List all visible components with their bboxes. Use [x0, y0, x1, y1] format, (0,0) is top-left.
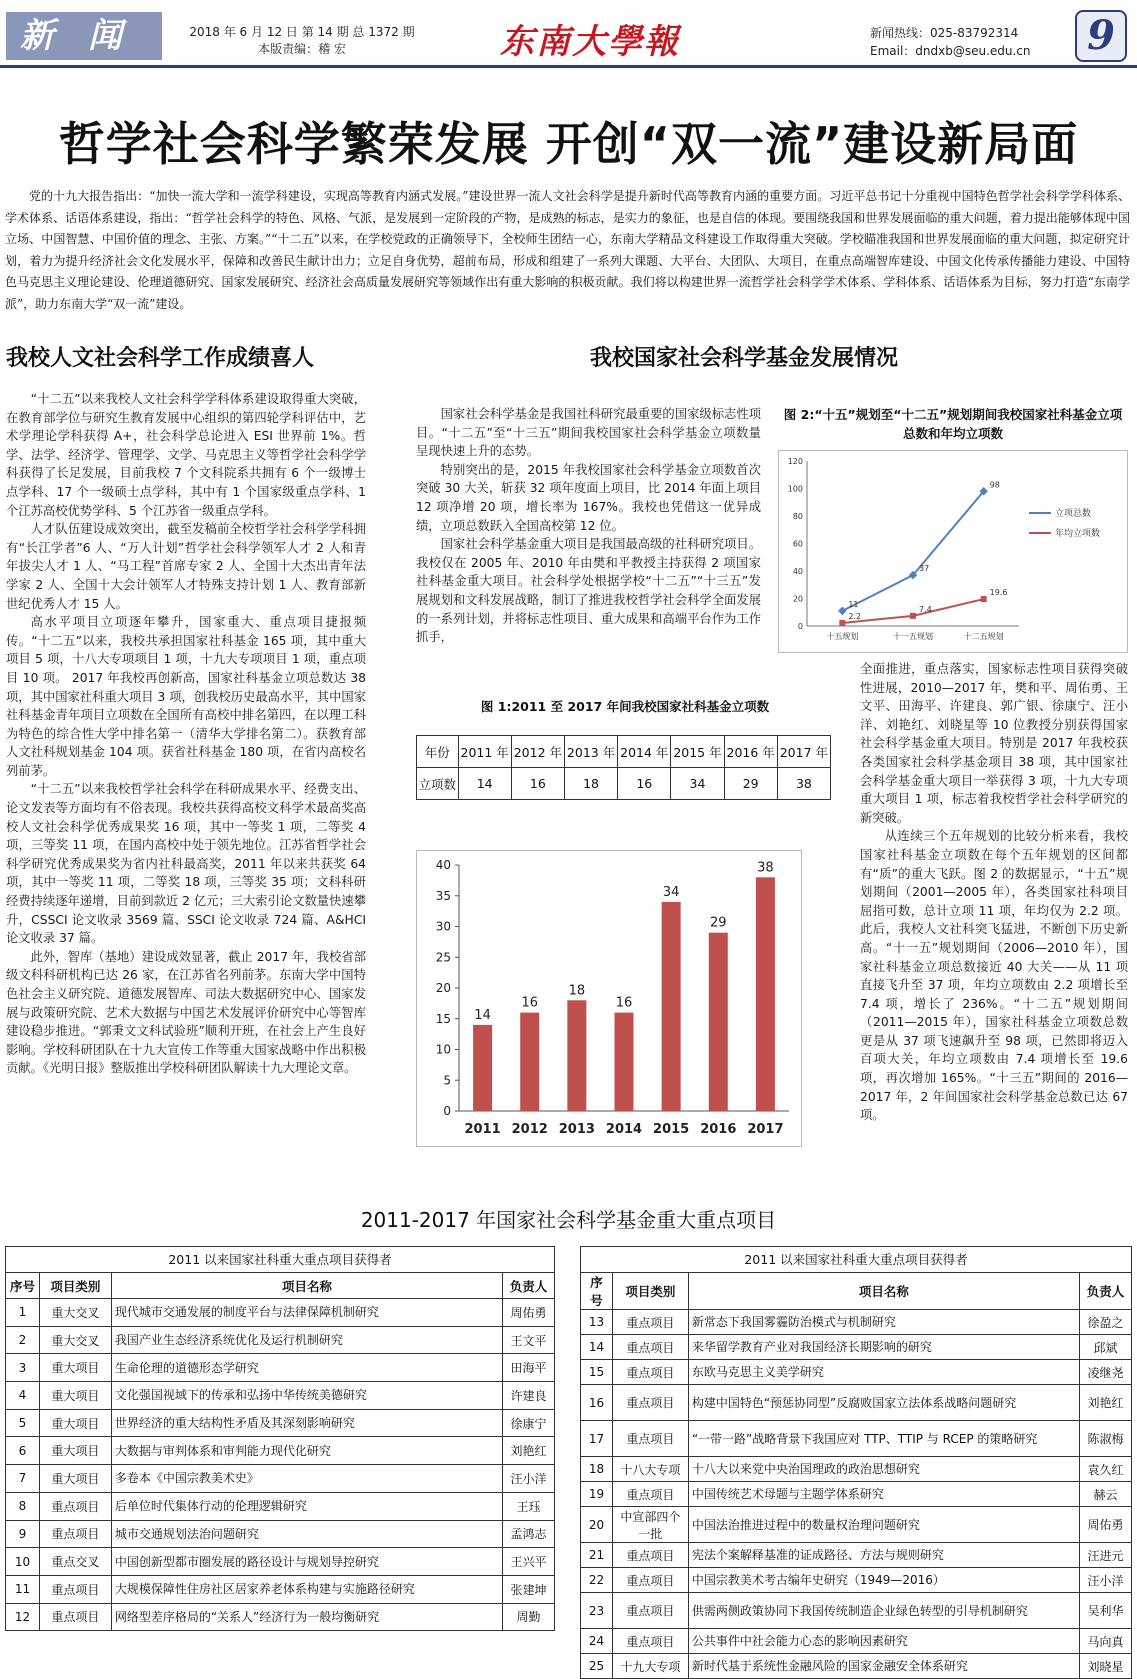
project-no: 21	[581, 1543, 613, 1568]
project-category: 重点项目	[612, 1360, 688, 1385]
table-row	[581, 1654, 1132, 1679]
project-name: 生命伦理的道德形态学研究	[111, 1354, 502, 1382]
fig1-table	[416, 735, 831, 800]
fig1-row-header: 年份	[417, 736, 459, 768]
project-category: 重点项目	[612, 1482, 688, 1507]
fig2-title: 图 2:“十五”规划至“十二五”规划期间我校国家社科基金立项总数和年均立项数	[783, 407, 1123, 441]
project-name: 多卷本《中国宗教美术史》	[111, 1465, 502, 1493]
line-data-label: 11	[848, 599, 859, 609]
fig1-year: 2013 年	[564, 736, 617, 768]
fig1-chart-frame	[416, 850, 802, 1147]
project-no: 14	[581, 1335, 613, 1360]
table-row	[581, 1482, 1132, 1507]
table-row	[6, 1382, 555, 1410]
table-row	[6, 1409, 555, 1437]
project-category: 重点项目	[612, 1543, 688, 1568]
bar-data-label: 14	[474, 1007, 491, 1023]
bar-x-tick-label: 2011	[464, 1122, 501, 1137]
news-hotline: 新闻热线：025-83792314	[870, 26, 1019, 40]
line-data-label: 19.6	[989, 588, 1008, 598]
fig1-year: 2011 年	[458, 736, 511, 768]
project-leader: 周佑勇	[1080, 1507, 1132, 1543]
line-x-tick-label: 十一五规划	[893, 632, 933, 641]
project-name: 城市交通规划法治问题研究	[111, 1520, 502, 1548]
project-category: 重点项目	[39, 1520, 111, 1548]
table-row	[6, 1548, 555, 1576]
bar-x-tick-label: 2017	[747, 1122, 784, 1137]
project-leader: 徐盈之	[1080, 1310, 1132, 1335]
article2-paragraph: 全面推进，重点落实，国家标志性项目获得突破性进展，2010—2017 年，樊和平、周佑勇、王文平、田海平、许建良、郭广银、徐康宁、汪小洋、刘艳红、刘晓星等 10 位教授分别获得国家社会科学基金重大项目。特别是 2017 年我校获各类国家社会科学基金项目 38 项，其中国家社会科学基金重大项目一举获得 3 项，十九大专项重大项目 1 项，标志着我校哲学社会科学研究的新突破。	[860, 662, 1128, 825]
project-category: 重点项目	[612, 1421, 688, 1457]
issue-line: 2018 年 6 月 12 日 第 14 期 总 1372 期	[189, 25, 415, 39]
article1-paragraph: 此外，智库（基地）建设成效显著，截止 2017 年，我校省部级文科科研机构已达 26 家，在江苏省名列前茅。东南大学中国特色社会主义研究院、道德发展智库、司法大数据研究中心、国家发展与政策研究院、艺术大数据与中国艺术发展评价研究中心等智库建设稳步推进。“郭秉文文科试验班”顺利开班，在社会上产生良好影响。学校科研团队在十九大宣传工作等重大国家战略中作出积极贡献。《光明日报》整版推出学校科研团队解读十九大理论文章。	[6, 949, 366, 1076]
bar-y-tick-label: 35	[435, 888, 451, 903]
table-row	[581, 1335, 1132, 1360]
project-no: 2	[6, 1326, 40, 1354]
project-name: 构建中国特色“预惩协同型”反腐败国家立法体系战略问题研究	[688, 1385, 1079, 1421]
project-no: 18	[581, 1457, 613, 1482]
table-row	[6, 1465, 555, 1493]
projects-table-caption: 2011 以来国家社科重大重点项目获得者	[5, 1246, 555, 1272]
project-category: 重大交叉	[39, 1326, 111, 1354]
line-y-tick-label: 80	[792, 512, 803, 521]
table-row	[6, 1326, 555, 1354]
fig1-count: 34	[671, 768, 724, 800]
table-row	[581, 1385, 1132, 1421]
project-leader: 王兴平	[503, 1548, 555, 1576]
bar-x-tick-label: 2013	[558, 1122, 595, 1137]
fig1-caption: 图 1:2011 至 2017 年间我校国家社科基金立项数	[480, 699, 770, 714]
line-y-tick-label: 20	[792, 594, 803, 604]
fig1-year: 2014 年	[618, 736, 671, 768]
project-name: “一带一路”战略背景下我国应对 TTP、TTIP 与 RCEP 的策略研究	[688, 1421, 1079, 1457]
project-leader: 刘艳红	[503, 1437, 555, 1465]
bar-x-tick-label: 2012	[511, 1122, 548, 1137]
project-leader: 王珏	[503, 1492, 555, 1520]
project-leader: 王文平	[503, 1326, 555, 1354]
masthead	[0, 0, 1137, 68]
project-no: 22	[581, 1568, 613, 1593]
bar-data-label: 18	[568, 983, 586, 999]
project-name: 后单位时代集体行动的伦理逻辑研究	[111, 1492, 502, 1520]
project-category: 重大项目	[39, 1354, 111, 1382]
project-name: 现代城市交通发展的制度平台与法律保障机制研究	[111, 1299, 502, 1327]
project-category: 中宣部四个一批	[612, 1507, 688, 1543]
project-name: 大数据与审判体系和审判能力现代化研究	[111, 1437, 502, 1465]
bar-x-tick-label: 2015	[653, 1122, 690, 1137]
bar-data-label: 16	[521, 995, 538, 1011]
table-row	[581, 1421, 1132, 1457]
header-category: 项目类别	[39, 1273, 111, 1299]
project-leader: 张建坤	[503, 1575, 555, 1603]
article2-paragraph: 特别突出的是，2015 年我校国家社会科学基金立项数首次突破 30 大关，斩获 32 项年度面上项目，比 2014 年面上项目 12 项净增 20 项，增长率为 167%。我校也凭借这一优异成绩，立项总数跃入全国高校第 12 位。	[416, 462, 761, 533]
project-leader: 田海平	[503, 1354, 555, 1382]
header-no: 序号	[6, 1273, 40, 1299]
project-no: 5	[6, 1409, 40, 1437]
table-row	[581, 1543, 1132, 1568]
bar	[473, 1025, 492, 1111]
table-row	[581, 1507, 1132, 1543]
article2-paragraph: 从连续三个五年规划的比较分析来看，我校国家社科基金立项数在每个五年规划的区间都有“质”的重大飞跃。图 2 的数据显示，“十五”规划期间（2001—2005 年），各类国家社科项目屈指可数，总计立项 11 项，年均仅为 2.2 项。此后，我校人文社科突飞猛进，不断创下历史新高。“十一五”规划期间（2006—2010 年），国家社科基金立项总数接近 40 大关——从 11 项直接飞升至 37 项，年均立项数由 2.2 项增长至 7.4 项，增长了 236%。“十二五”规划期间（2011—2015 年），国家社科基金立项数总数更是从 37 项飞速飙升至 98 项，已然即将迈入百项大关，年均立项数由 7.4 项增长至 19.6 项，再次增加 165%。“十三五”期间的 2016—2017 年，2 年间国家社会科学基金总数已达 67 项。	[860, 829, 1128, 1123]
line-data-label: 37	[919, 564, 930, 574]
project-name: 新时代基于系统性金融风险的国家金融安全体系研究	[688, 1654, 1079, 1679]
projects-table-right	[580, 1246, 1132, 1679]
project-name: 文化强国视域下的传承和弘扬中华传统美德研究	[111, 1382, 502, 1410]
header-category: 项目类别	[612, 1273, 688, 1310]
project-leader: 徐康宁	[503, 1409, 555, 1437]
project-leader: 汪小洋	[1080, 1568, 1132, 1593]
fig1-year: 2016 年	[724, 736, 777, 768]
fig1-count: 14	[458, 768, 511, 800]
fig2-line-chart	[779, 451, 1127, 652]
project-category: 重点项目	[39, 1492, 111, 1520]
project-no: 19	[581, 1482, 613, 1507]
project-name: 供需两侧政策协同下我国传统制造企业绿色转型的引导机制研究	[688, 1593, 1079, 1629]
project-leader: 刘艳红	[1080, 1385, 1132, 1421]
fig1-row-header: 立项数	[417, 768, 459, 800]
project-leader: 周佑勇	[503, 1299, 555, 1327]
table-row	[6, 1492, 555, 1520]
project-name: 新常态下我国雾霾防治模式与机制研究	[688, 1310, 1079, 1335]
project-leader: 袁久红	[1080, 1457, 1132, 1482]
table-row	[6, 1354, 555, 1382]
project-no: 15	[581, 1360, 613, 1385]
bar-data-label: 16	[615, 995, 633, 1011]
line-y-tick-label: 100	[787, 484, 803, 494]
fig1-count: 29	[724, 768, 777, 800]
project-name: 宪法个案解释基准的证成路径、方法与规则研究	[688, 1543, 1079, 1568]
line-data-label: 7.4	[919, 604, 932, 614]
project-no: 1	[6, 1299, 40, 1327]
fig1-year: 2015 年	[671, 736, 724, 768]
project-category: 重点项目	[612, 1568, 688, 1593]
line-y-tick-label: 60	[792, 539, 803, 549]
project-category: 重大项目	[39, 1382, 111, 1410]
project-no: 3	[6, 1354, 40, 1382]
project-category: 重点交叉	[39, 1548, 111, 1576]
project-category: 重点项目	[39, 1603, 111, 1631]
project-no: 24	[581, 1629, 613, 1654]
project-name: 中国创新型都市圈发展的路径设计与规划导控研究	[111, 1548, 502, 1576]
bar	[709, 933, 728, 1111]
fig1-year: 2012 年	[511, 736, 564, 768]
project-name: 网络型差序格局的“关系人”经济行为一般均衡研究	[111, 1603, 502, 1631]
bar	[520, 1013, 539, 1111]
project-leader: 陈淑梅	[1080, 1421, 1132, 1457]
bar-y-tick-label: 5	[443, 1073, 451, 1088]
project-name: 中国传统艺术母题与主题学体系研究	[688, 1482, 1079, 1507]
project-name: 大规模保障性住房社区居家养老体系构建与实施路径研究	[111, 1575, 502, 1603]
editor-line: 本版责编：稽 宏	[258, 42, 346, 56]
project-leader: 吴利华	[1080, 1593, 1132, 1629]
project-no: 4	[6, 1382, 40, 1410]
table-row	[6, 1575, 555, 1603]
bar	[567, 1000, 586, 1111]
table-row	[6, 1437, 555, 1465]
projects-table-header	[581, 1273, 1132, 1310]
project-no: 9	[6, 1520, 40, 1548]
project-no: 13	[581, 1310, 613, 1335]
line-point	[838, 607, 846, 615]
line-series	[842, 599, 983, 623]
lead-paragraph: 党的十九大报告指出：“加快一流大学和一流学科建设，实现高等教育内涵式发展。”建设世界一流人文社会科学是提升新时代高等教育内涵的重要方面。习近平总书记十分重视中国特色哲学社会科学学科体系、学术体系、话语体系建设，指出：“哲学社会科学的特色、风格、气派，是发展到一定阶段的产物，是成熟的标志，是实力的象征，也是自信的体现。要围绕我国和世界发展面临的重大问题，着力提出能够体现中国立场、中国智慧、中国价值的理念、主张、方案。”“十二五”以来，在学校党政的正确领导下，全校师生团结一心，东南大学精品文科建设工作取得重大突破。学校瞄准我国和世界发展面临的重大问题，拟定研究计划，着力为提升经济社会文化发展水平，保障和改善民生献计出力；立足自身优势，超前布局，形成和组建了一系列大课题、大平台、大团队、大项目，在重点高端智库建设、中国文化传承传播能力建设、中国特色马克思主义理论建设、伦理道德研究、国家发展研究、经济社会高质量发展研究等领域作出有重大影响的积极贡献。我们将以构建世界一流哲学社会科学学术体系、学科体系、话语体系为目标，努力打造“东南学派”，助力东南大学“双一流”建设。	[5, 189, 1130, 311]
line-point	[910, 613, 916, 619]
project-no: 6	[6, 1437, 40, 1465]
project-no: 23	[581, 1593, 613, 1629]
table-row	[581, 1310, 1132, 1335]
project-category: 重点项目	[612, 1593, 688, 1629]
project-name: 世界经济的重大结构性矛盾及其深刻影响研究	[111, 1409, 502, 1437]
article2-body-b	[860, 660, 1128, 1125]
project-category: 重点项目	[612, 1385, 688, 1421]
project-name: 来华留学教育产业对我国经济长期影响的研究	[688, 1335, 1079, 1360]
paper-name-logo: 东南大學報	[500, 22, 680, 62]
bar-y-tick-label: 15	[435, 1011, 451, 1026]
project-leader: 汪小洋	[503, 1465, 555, 1493]
fig1-year: 2017 年	[777, 736, 830, 768]
bar-x-tick-label: 2016	[700, 1122, 737, 1137]
bar-data-label: 29	[710, 915, 727, 931]
project-category: 重点项目	[612, 1629, 688, 1654]
legend-label: 立项总数	[1055, 509, 1092, 519]
fig1-count: 18	[564, 768, 617, 800]
project-name: 中国宗教美术考古编年史研究（1949—2016）	[688, 1568, 1079, 1593]
projects-section-title: 2011-2017 年国家社会科学基金重大重点项目	[360, 1208, 777, 1232]
page-number: 9	[1075, 10, 1127, 62]
project-leader: 邱斌	[1080, 1335, 1132, 1360]
header-leader: 负责人	[503, 1273, 555, 1299]
project-no: 8	[6, 1492, 40, 1520]
bar-data-label: 38	[757, 860, 774, 876]
project-leader: 汪进元	[1080, 1543, 1132, 1568]
header-leader: 负责人	[1080, 1273, 1132, 1310]
project-leader: 许建良	[503, 1382, 555, 1410]
article1-paragraph: 高水平项目立项逐年攀升，国家重大、重点项目捷报频传。“十二五”以来，我校共承担国家社科基金 165 项，其中重大项目 5 项，十八大专项项目 1 项，十九大专项项目 1 项，重点项目 10 项。 2017 年我校再创新高，国家社科基金立项总数达 38 项，其中国家社科重大项目 3 项，创我校历史最高水平，其中国家社科基金青年项目立项数在全国所有高校中排名第四，在以理工科为特色的综合性大学中排名第一（清华大学排名第二）。获教育部人文社科规划基金 104 项。获省社科基金 180 项，在省内高校名列前茅。	[6, 615, 366, 778]
bar-y-tick-label: 0	[443, 1104, 451, 1118]
legend-label: 年均立项数	[1055, 529, 1101, 539]
project-category: 重点项目	[39, 1575, 111, 1603]
article2-title: 我校国家社会科学基金发展情况	[590, 346, 899, 371]
line-point	[981, 596, 987, 602]
table-row	[581, 1360, 1132, 1385]
article1-paragraph: “十二五”以来我校哲学社会科学在科研成果水平、经费支出、论文发表等方面均有不俗表现。我校共获得高校文科学术最高奖高校人文社会科学优秀成果奖 16 项，其中一等奖 1 项，二等奖 4 项，三等奖 11 项，在国内高校中处于领先地位。江苏省哲学社会科学研究优秀成果奖为省内社科最高奖，2011 年以来共获奖 64 项，其中一等奖 11 项，二等奖 18 项，三等奖 35 项；文科科研经费持续逐年递增，目前到款近 2 亿元；三大索引论文数量快速攀升，CSSCI 论文收录 3569 篇、SSCI 论文收录 724 篇、A&HCI 论文收录 37 篇。	[6, 782, 366, 946]
fig1-count: 16	[511, 768, 564, 800]
project-leader: 马向真	[1080, 1629, 1132, 1654]
bar	[615, 1013, 634, 1111]
project-category: 重大项目	[39, 1437, 111, 1465]
article2-body-a	[416, 405, 761, 647]
fig1-year-row	[417, 736, 831, 768]
table-row	[581, 1457, 1132, 1482]
fig1-bar-chart	[417, 851, 801, 1146]
line-x-tick-label: 十二五规划	[963, 632, 1004, 641]
line-series	[842, 491, 983, 611]
article2-paragraph: 国家社会科学基金重大项目是我国最高级的社科研究项目。我校仅在 2005 年、2010 年由樊和平教授主持获得 2 项国家社科基金重大项目。社会科学处根据学校“十二五”“十三五”发展规划和文科发展战略，制订了推进我校哲学社会科学全面发展的一系列计划，并将标志性项目、重大成果和高端平台作为工作抓手，	[416, 537, 761, 645]
project-name: 东欧马克思主义美学研究	[688, 1360, 1079, 1385]
projects-table-left	[5, 1246, 555, 1631]
fig1-count-row	[417, 768, 831, 800]
table-row	[6, 1520, 555, 1548]
header-name: 项目名称	[111, 1273, 502, 1299]
contact-info	[870, 24, 1060, 60]
project-no: 11	[6, 1575, 40, 1603]
article1-paragraph: “十二五”以来我校人文社会科学学科体系建设取得重大突破，在教育部学位与研究生教育发展中心组织的第四轮学科评估中，艺术学理论学科获得 A+，社会科学总论进入 ESI 世界前 1%。哲学、法学、经济学、管理学、文学、马克思主义等哲学社会科学学科获得了长足发展，目前我校 7 个文科院系共拥有 6 个一级博士点学科、17 个一级硕士点学科，其中有 1 个国家级重点学科、1 个江苏高校优势学科、5 个江苏省一级重点学科。	[6, 392, 366, 518]
project-no: 16	[581, 1385, 613, 1421]
table-row	[581, 1568, 1132, 1593]
project-no: 25	[581, 1654, 613, 1679]
issue-info	[182, 24, 422, 58]
project-leader: 孟鸿志	[503, 1520, 555, 1548]
project-leader: 周勤	[503, 1603, 555, 1631]
project-no: 12	[6, 1603, 40, 1631]
project-leader: 凌继尧	[1080, 1360, 1132, 1385]
fig1-count: 16	[618, 768, 671, 800]
bar-x-tick-label: 2014	[605, 1122, 643, 1137]
project-leader: 刘晓星	[1080, 1654, 1132, 1679]
line-data-label: 2.2	[848, 611, 862, 621]
project-no: 7	[6, 1465, 40, 1493]
project-category: 重大交叉	[39, 1299, 111, 1327]
table-row	[581, 1593, 1132, 1629]
fig2-chart-frame	[778, 450, 1128, 653]
project-no: 17	[581, 1421, 613, 1457]
bar-y-tick-label: 40	[435, 858, 451, 872]
bar	[662, 902, 681, 1111]
bar-data-label: 34	[662, 884, 680, 900]
line-y-tick-label: 120	[787, 457, 803, 466]
bar-y-tick-label: 25	[435, 950, 451, 965]
project-no: 10	[6, 1548, 40, 1576]
project-name: 公共事件中社会能力心态的影响因素研究	[688, 1629, 1079, 1654]
projects-table-header	[6, 1273, 555, 1299]
project-category: 重大项目	[39, 1465, 111, 1493]
line-x-tick-label: 十五规划	[826, 632, 859, 641]
article1-paragraph: 人才队伍建设成效突出，截至发稿前全校哲学社会科学学科拥有“长江学者”6 人、“万人计划”哲学社会科学领军人才 2 人和青年拔尖人才 1 人、“马工程”首席专家 2 人、全国十大杰出青年法学家 2 人、全国十大会计领军人才特殊支持计划 1 人、教育部新世纪优秀人才 15 人。	[6, 522, 366, 611]
fig1-count: 38	[777, 768, 830, 800]
article1-title: 我校人文社会科学工作成绩喜人	[6, 346, 315, 371]
bar-y-tick-label: 10	[435, 1042, 451, 1057]
header-no: 序号	[581, 1273, 613, 1310]
project-category: 十九大专项	[612, 1654, 688, 1679]
page-headline: 哲学社会科学繁荣发展 开创“双一流”建设新局面	[58, 117, 1079, 171]
project-no: 20	[581, 1507, 613, 1543]
project-name: 我国产业生态经济系统优化及运行机制研究	[111, 1326, 502, 1354]
line-y-tick-label: 0	[797, 622, 803, 631]
project-category: 重大项目	[39, 1409, 111, 1437]
line-point	[839, 620, 845, 626]
article1-body	[6, 390, 366, 1078]
project-category: 重点项目	[612, 1310, 688, 1335]
project-name: 十八大以来党中央治国理政的政治思想研究	[688, 1457, 1079, 1482]
bar-y-tick-label: 20	[435, 981, 451, 995]
bar	[756, 877, 775, 1111]
header-name: 项目名称	[688, 1273, 1079, 1310]
project-name: 中国法治推进过程中的数量权治理问题研究	[688, 1507, 1079, 1543]
email: Email：dndxb@seu.edu.cn	[870, 44, 1031, 58]
project-category: 重点项目	[612, 1335, 688, 1360]
project-category: 十八大专项	[612, 1457, 688, 1482]
article2-paragraph: 国家社会科学基金是我国社科研究最重要的国家级标志性项目。“十二五”至“十三五”期间我校国家社会科学基金立项数量呈现快速上升的态势。	[416, 407, 761, 459]
line-y-tick-label: 40	[792, 567, 803, 576]
table-row	[6, 1299, 555, 1327]
section-tag: 新闻	[6, 12, 162, 60]
table-row	[581, 1629, 1132, 1654]
table-row	[6, 1603, 555, 1631]
line-data-label: 98	[989, 480, 1000, 490]
bar-y-tick-label: 30	[435, 919, 451, 934]
projects-table-caption: 2011 以来国家社科重大重点项目获得者	[580, 1246, 1132, 1272]
project-leader: 赫云	[1080, 1482, 1132, 1507]
